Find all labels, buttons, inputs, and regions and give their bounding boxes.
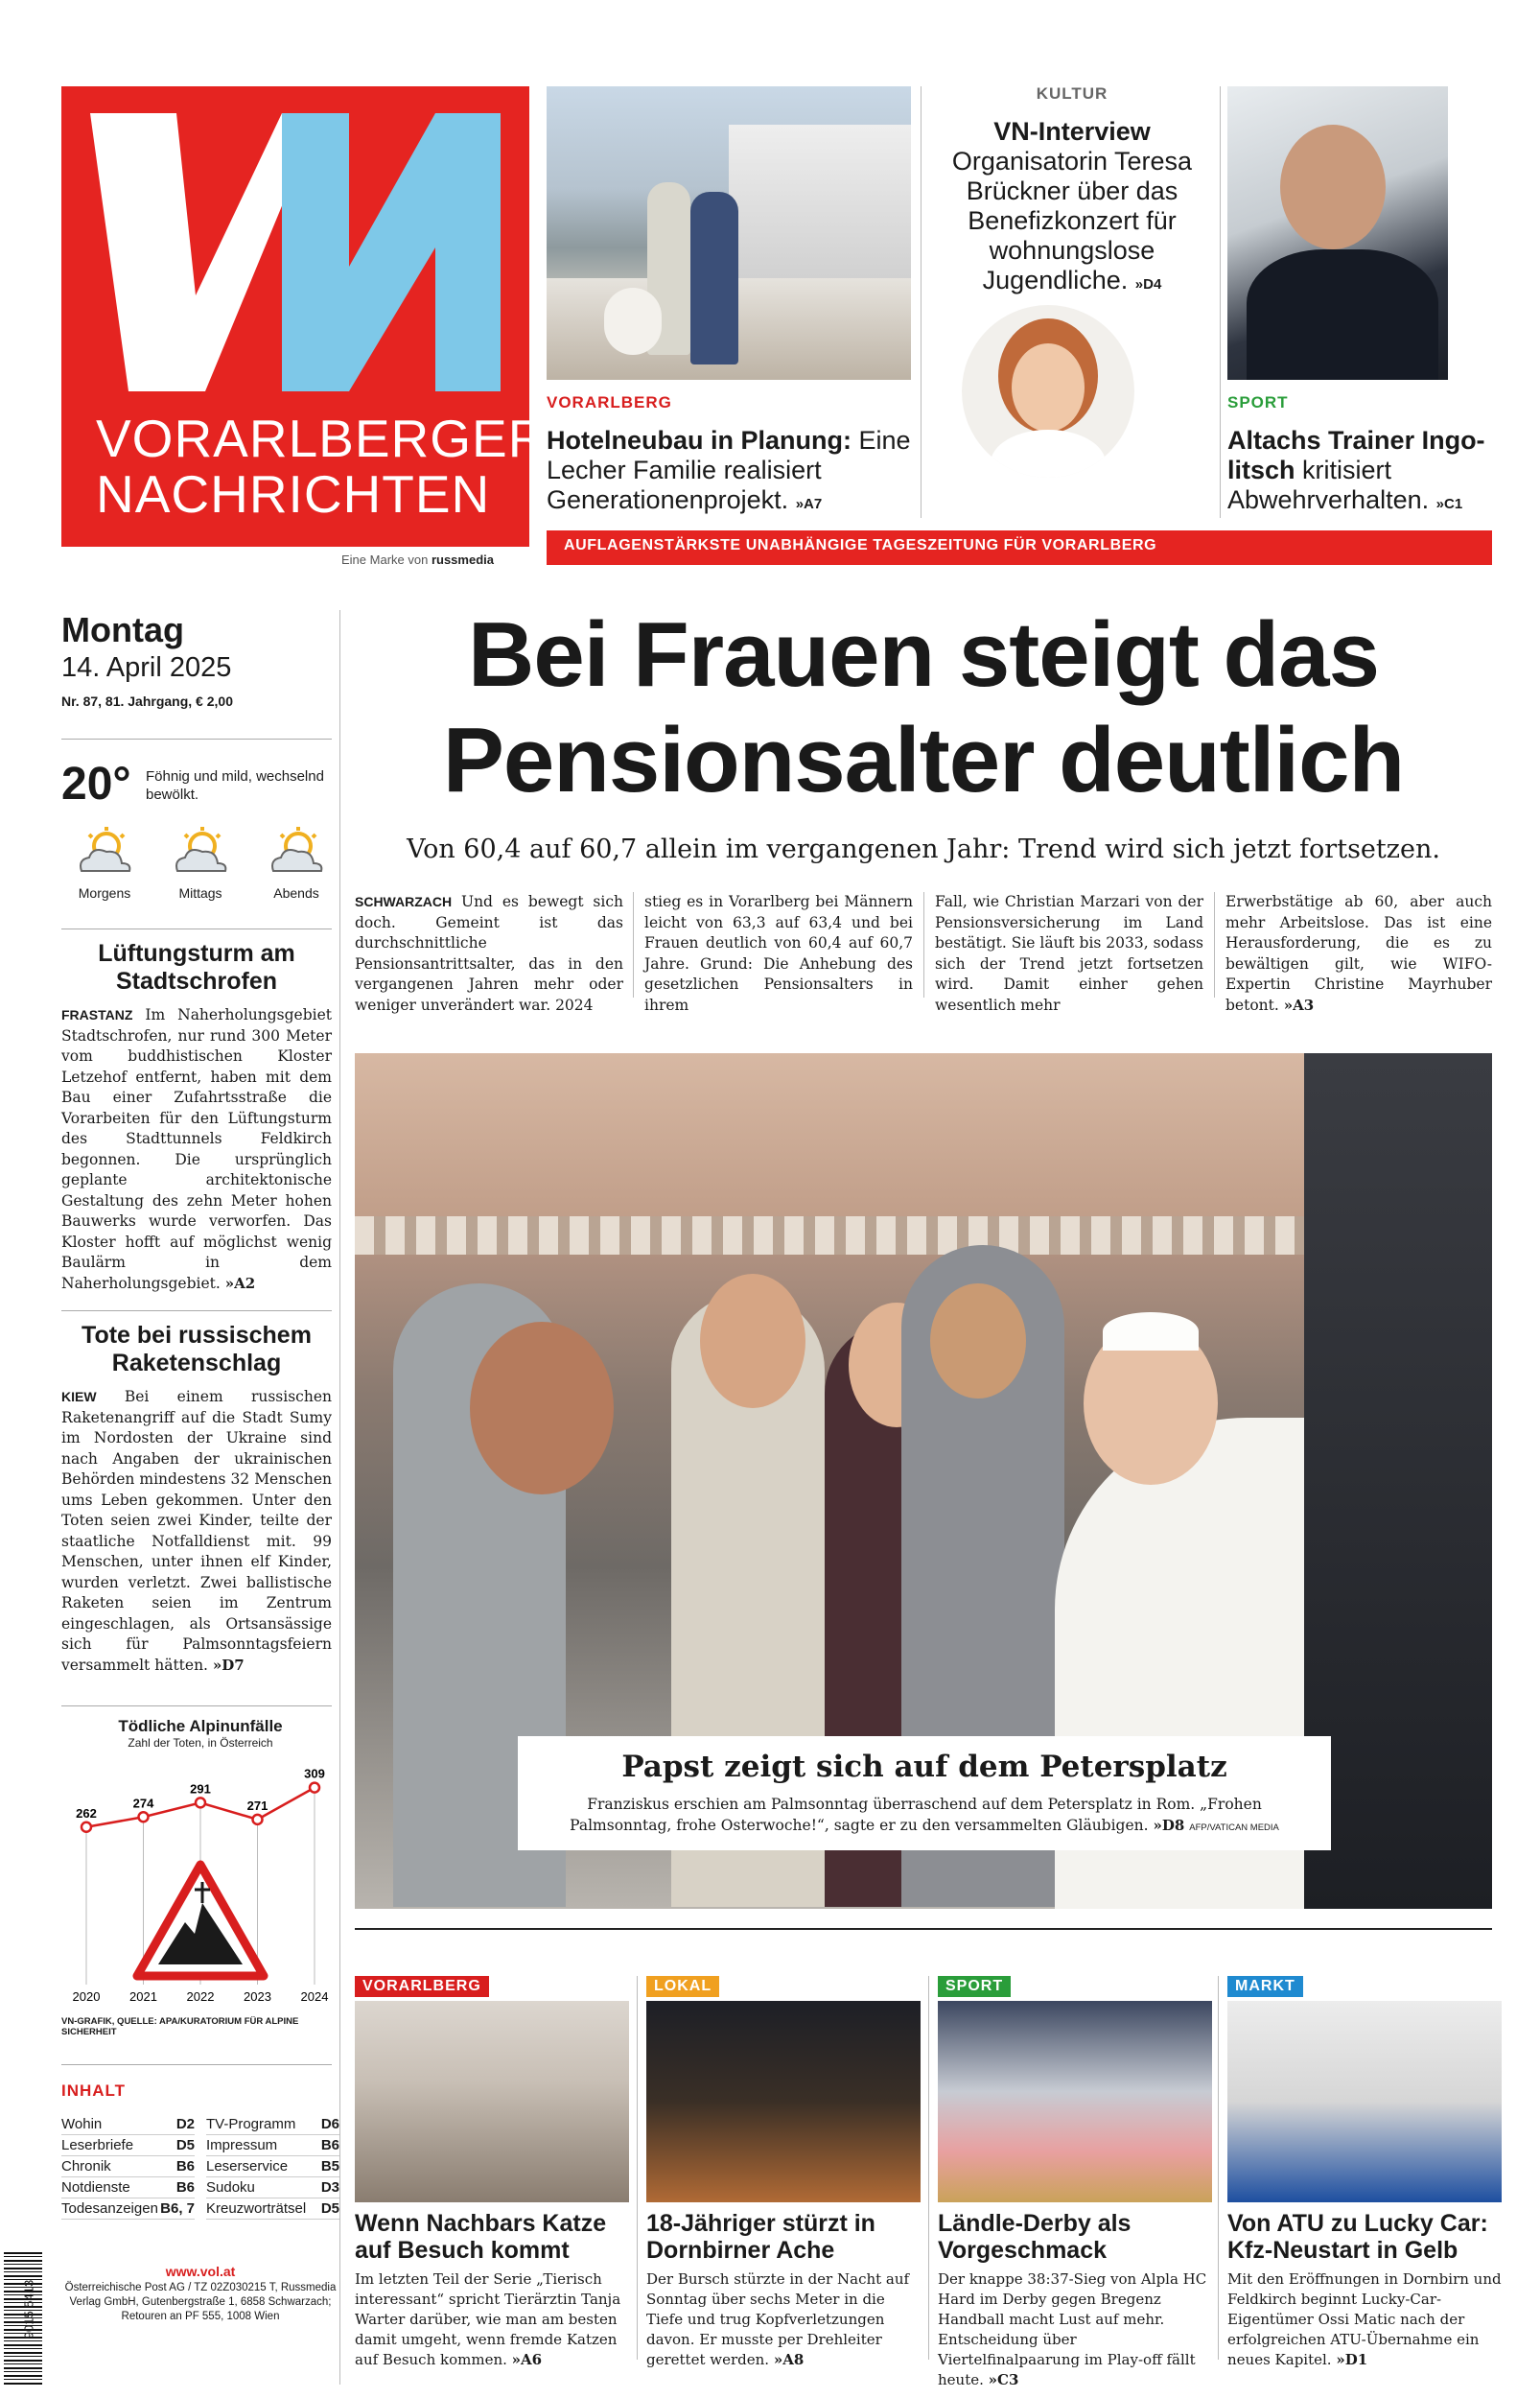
bottom-teaser-section: LOKAL [646,1976,719,1997]
index-page: B6 [175,2158,195,2175]
bottom-teaser[interactable] [1227,1976,1502,2370]
chart-plot [61,1759,339,2010]
bottom-teaser-photo[interactable] [1227,2001,1502,2202]
teaser2-headline: Organisatorin Teresa Brückner über das Benefizkonzert für wohnungslose Jugendliche. [951,147,1193,294]
index-label: Sudoku [206,2179,255,2196]
index-row [206,2114,339,2135]
weather-text: Föhnig und mild, wechselnd bewölkt. [146,768,324,803]
bottom-teaser-photo[interactable] [938,2001,1212,2202]
index-label: TV-Programm [206,2116,296,2132]
teaser2-portrait[interactable] [962,305,1134,478]
bottom-teaser-headline: 18-Jähriger stürzt in Dornbirner Ache [646,2210,875,2264]
teaser1[interactable] [547,393,911,519]
lead-col-4: Erwerbstätige ab 60, aber auch mehr Arbeitslose. Das ist eine Herausforderung, die es zu bewältigen gilt, wie WIFO-Expertin Christine Mayrhuber betont. »A3 [1225,893,1492,1014]
index-label: Chronik [61,2158,111,2175]
sidebar-story-1[interactable] [61,940,332,1294]
tagline-bar [547,530,1492,565]
bottom-teaser-text: Der Bursch stürzte in der Nacht auf Sonntag über sechs Meter in die Tiefe und trug Kopfverletzungen davon. Er musste per Drehleiter gerettet werden. [646,2270,910,2368]
chart-x-tick-label: 2023 [244,1989,271,2004]
lead-col-2: stieg es in Vorarlberg bei Männern leicht von 63,3 auf 63,4 und bei Frauen deutlich von 60,4 auf 60,7 Jahre. Grund: Die Anhebung des gesetzlichen Pensionsalters in ihrem [644,893,913,1014]
imprint-text: Österreichische Post AG / TZ 02Z030215 T, Russmedia Verlag GmbH, Gutenbergstraße 1, 6858 Schwarzach; Retouren an PF 555, 1008 Wien [64,2282,337,2322]
partly-cloudy-icon [166,825,235,881]
bottom-teaser-photo[interactable] [646,2001,921,2202]
date: 14. April 2025 [61,652,232,683]
weather-icons [61,825,339,901]
index-page: D2 [175,2116,195,2132]
lead-subhead: Von 60,4 auf 60,7 allein im vergangenen Jahr: Trend wird sich jetzt fortsetzen. [407,835,1440,864]
index-label: Notdienste [61,2179,130,2196]
lead-ref: »A3 [1283,996,1315,1014]
chart-point [310,1783,319,1793]
sidebar-story-1-headline: Lüftungsturm am Stadtschrofen [98,940,295,995]
teaser-photo-altach[interactable] [1227,86,1448,380]
lead-col-3: Fall, wie Christian Marzari von der Pensionsversicherung im Land bestätigt. Sie läuft bis 2033, sodass sich der Trend jetzt fortsetzen wird. Damit einher gehen wesentlich mehr [935,893,1203,1014]
chart-data-label: 274 [132,1796,154,1811]
bottom-teaser-headline: Ländle-Derby als Vorgeschmack [938,2210,1132,2264]
lead-headline-line1: Bei Frauen steigt das [468,603,1379,706]
photo-caption-text: Franziskus erschien am Palmsonntag überraschend auf dem Petersplatz in Rom. „Frohen Palmsonntag, frohe Osterwoche!“, sagte er zu den versammelten Gläubigen. [570,1796,1262,1834]
index-page: D5 [175,2137,195,2153]
teaser3-headline-bold: Altachs Trainer Ingo-litsch [1227,426,1485,484]
teaser-photo-hotel[interactable] [547,86,911,380]
index-page: B6 [175,2179,195,2196]
weather-temp: 20° [61,759,131,810]
index-label: Wohin [61,2116,103,2132]
teaser3-ref: »C1 [1435,496,1463,512]
lead-headline[interactable] [355,602,1492,813]
index-page: D5 [320,2200,339,2217]
teaser3-headline: kritisiert Abwehrverhalten. [1227,456,1430,514]
teaser1-headline-bold: Hotelneubau in Planung: [547,426,852,455]
imprint-url[interactable]: www.vol.at [165,2264,236,2279]
teaser3-section: SPORT [1227,393,1289,411]
bottom-teaser-headline: Von ATU zu Lucky Car: Kfz-Neustart in Gelb [1227,2210,1488,2264]
chart-x-tick-label: 2022 [186,1989,215,2004]
sidebar-story-2-dateline: KIEW [61,1389,97,1404]
chart-point [82,1822,91,1832]
chart-x-tick-label: 2024 [300,1989,329,2004]
chart-data-label: 309 [304,1766,325,1781]
vn-logo-icon [90,113,501,401]
chart-point [196,1798,205,1807]
chart-subtitle: Zahl der Toten, in Österreich [128,1736,273,1750]
index-page: B6, 7 [160,2200,195,2217]
photo-credit: AFP/VATICAN MEDIA [1189,1822,1279,1833]
chart-data-label: 291 [190,1781,211,1797]
bottom-teaser-text: Im letzten Teil der Serie „Tierisch interessant“ spricht Tierärztin Tanja Warter darüber, wie man am besten damit umgeht, wenn fremde Katzen auf Besuch kommen. [355,2270,621,2368]
brand-prefix: Eine Marke von [341,552,429,567]
bottom-teaser-text: Mit den Eröffnungen in Dornbirn und Feldkirch beginnt Lucky-Car-Eigentümer Ossi Matic nach der erfolgreichen ATU-Übernahme ein neues Kapitel. [1227,2270,1502,2368]
masthead-logo[interactable] [61,86,548,547]
bottom-teaser[interactable] [938,1976,1212,2390]
index-label: Todesanzeigen [61,2200,158,2217]
lead-col-1: SCHWARZACH Und es bewegt sich doch. Gemeint ist das durchschnittliche Pensionsantrittsalter, das in den vergangenen Jahren mehr oder weniger unverändert war. 2024 [355,893,623,1014]
chart-data-label: 271 [246,1798,268,1813]
weather-period-morning: Morgens [78,885,131,901]
bottom-teaser-text: Der knappe 38:37-Sieg von Alpla HC Hard im Derby gegen Bregenz Handball macht Lust auf mehr. Entscheidung über Viertelfinalpaarung im Play-off fällt heute. [938,2270,1207,2388]
index-row [61,2156,195,2177]
sidebar-story-2-text: Bei einem russischen Raketenangriff auf die Stadt Sumy im Nordosten der Ukraine sind nach Angaben der ukrainischen Behörden mindestens 32 Menschen ums Leben gekommen. Unter den Toten seien zwei Kinder, teilte der staatliche Notfalldienst mit. 99 Menschen, unter ihnen elf Kinder, wurden verletzt. Zwei ballistische Raketen seien im Zentrum eingeschlagen, als Ortsansässige sich für Palmsonntagsfeiern versammelt hätten. [61,1388,332,1674]
index-title: INHALT [61,2081,127,2100]
teaser2-ref: »D4 [1134,276,1162,293]
bottom-teaser-section: SPORT [938,1976,1011,1997]
sidebar-story-2-headline: Tote bei russischem Raketenschlag [82,1322,312,1376]
index-page: D3 [320,2179,339,2196]
issue-info: Nr. 87, 81. Jahrgang, € 2,00 [61,694,233,709]
bottom-teaser[interactable] [646,1976,921,2370]
chart-point [139,1812,149,1822]
photo-caption-ref: »D8 [1153,1817,1185,1834]
teaser2-section: KULTUR [1036,84,1108,103]
photo-caption [518,1736,1331,1850]
tagline-text: AUFLAGENSTÄRKSTE UNABHÄNGIGE TAGESZEITUNG FÜR VORARLBERG [564,537,1157,553]
brand-line [341,552,494,567]
index-page: B5 [320,2158,339,2175]
lead-dateline: SCHWARZACH [355,894,453,909]
bottom-teaser-photo[interactable] [355,2001,629,2202]
sidebar-story-1-dateline: FRASTANZ [61,1007,133,1023]
teaser2-headline-bold: VN-Interview [993,117,1151,146]
teaser3[interactable] [1227,393,1515,519]
index-page: B6 [320,2137,339,2153]
index-page: D6 [320,2116,339,2132]
chart-alpine [61,1717,339,2043]
weather-period-evening: Abends [273,885,319,901]
masthead-name-line1: VORARLBERGER [96,409,548,468]
index-box [61,2081,339,2220]
index-label: Leserservice [206,2158,289,2175]
weather-period-noon: Mittags [178,885,222,901]
index-label: Impressum [206,2137,278,2153]
partly-cloudy-icon [70,825,139,881]
teaser1-section: VORARLBERG [547,393,672,411]
sidebar-story-2[interactable] [61,1322,332,1676]
teaser1-ref: »A7 [795,496,823,512]
lead-headline-line2: Pensionsalter deutlich [442,709,1405,811]
imprint [61,2264,339,2324]
chart-source: VN-GRAFIK, QUELLE: APA/KURATORIUM FÜR ALPINE SICHERHEIT [61,2016,299,2037]
chart-point [253,1815,263,1824]
index-row [61,2177,195,2198]
date-box [61,610,339,709]
bottom-teaser-headline: Wenn Nachbars Katze auf Besuch kommt [355,2210,607,2264]
index-row [61,2114,195,2135]
bottom-teaser-section: VORARLBERG [355,1976,489,1997]
index-label: Leserbriefe [61,2137,134,2153]
partly-cloudy-icon [262,825,331,881]
chart-x-tick-label: 2021 [129,1989,157,2004]
bottom-teaser-ref: »C3 [988,2371,1019,2388]
bottom-teaser-section: MARKT [1227,1976,1303,1997]
bottom-teaser-ref: »A6 [511,2351,543,2368]
chart-x-tick-label: 2020 [72,1989,101,2004]
chart-title: Tödliche Alpinunfälle [118,1717,283,1735]
index-row [61,2135,195,2156]
bottom-teaser[interactable] [355,1976,629,2370]
index-row [206,2177,339,2198]
index-row [206,2198,339,2220]
chart-data-label: 262 [76,1805,97,1821]
sidebar-story-1-text: Im Naherholungsgebiet Stadtschrofen, nur rund 300 Meter vom buddhistischen Kloster Letzehof entfernt, haben mit dem Bau einer Zufahrtsstraße die Vorarbeiten für den Lüftungsturm des Stadttunnels Feldkirch begonnen. Die ursprünglich geplante architektonische Gestaltung des zehn Meter hohen Bauwerks wurde verworfen. Das Kloster hofft auf möglichst wenig Baulärm in dem Naherholungsgebiet. [61,1006,332,1292]
index-label: Kreuzworträtsel [206,2200,307,2217]
masthead-name-line2: NACHRICHTEN [96,464,491,524]
photo-caption-title: Papst zeigt sich auf dem Petersplatz [621,1750,1227,1784]
bottom-teaser-ref: »D1 [1336,2351,1368,2368]
index-row [206,2156,339,2177]
bottom-teaser-ref: »A8 [773,2351,805,2368]
sidebar-story-2-ref: »D7 [212,1656,245,1674]
teaser1-headline: Eine Lecher Familie realisiert Generationenprojekt. [547,426,911,514]
brand-name: russmedia [431,552,494,567]
barcode-number: 9015 5413 [21,2279,36,2339]
weekday: Montag [61,610,184,649]
teaser2[interactable] [928,84,1216,299]
sidebar-story-1-ref: »A2 [224,1274,256,1292]
index-row [206,2135,339,2156]
index-row [61,2198,195,2220]
